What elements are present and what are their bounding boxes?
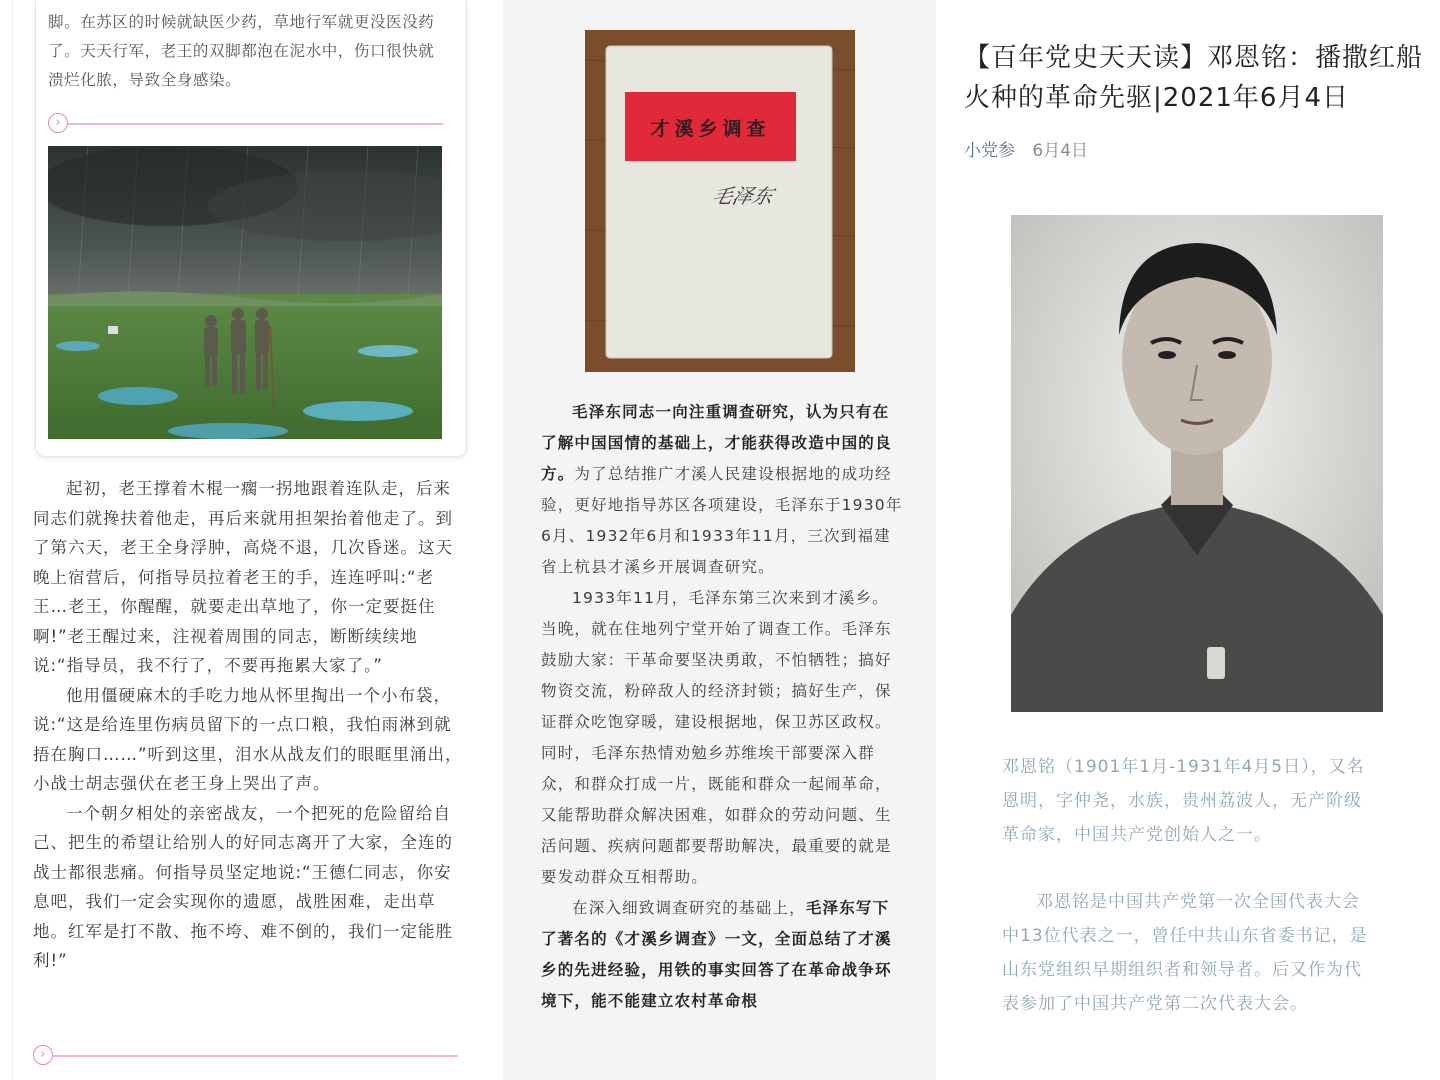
portrait-photo (1011, 215, 1383, 712)
author-link[interactable]: 小党参 (964, 141, 1015, 161)
right-article-panel[interactable] (944, 0, 1440, 1080)
book-photo (585, 30, 855, 372)
article-title: 【百年党史天天读】邓恩铭：播撒红船火种的革命先驱|2021年6月4日 (964, 43, 1424, 113)
section-divider-bottom (33, 1045, 458, 1065)
article-paragraph: 邓恩铭是中国共产党第一次全国代表大会中13位代表之一，曾任中共山东省委书记，是山东党组织早期组织者和领导者。后又作为代表参加了中国共产党第二次代表大会。 (1002, 892, 1368, 1014)
book-signature: 毛泽东 (709, 184, 776, 208)
left-article-panel[interactable] (12, 0, 483, 1080)
article-paragraph: 在深入细致调查研究的基础上，毛泽东写下了著名的《才溪乡调查》一文，全面总结了才溪乡的先进经验，用铁的事实回答了在革命战争环境下，能不能建立农村革命根 (541, 899, 892, 1010)
article-paragraph: 起初，老王撑着木棍一瘸一拐地跟着连队走，后来同志们就搀扶着他走，再后来就用担架抬着他走了。到了第六天，老王全身浮肿，高烧不退，几次昏迷。这天晚上宿营后，何指导员拉着老王的手，连连呼叫:“老王…老王，你醒醒，就要走出草地了，你一定要挺住啊!”老王醒过来，注视着周围的同志，断断续续地说:“指导员，我不行了，不要再拖累大家了。” (33, 479, 453, 675)
section-divider (48, 113, 443, 133)
book-title: 才溪乡调查 (650, 118, 771, 140)
article-paragraph: 毛泽东同志一向注重调查研究，认为只有在了解中国国情的基础上，才能获得改造中国的良方。为了总结推广才溪人民建设根据地的成功经验，更好地指导苏区各项建设，毛泽东于1930年6月、1932年6月和1933年11月，三次到福建省上杭县才溪乡开展调查研究。 (541, 403, 903, 576)
portrait-caption: 邓恩铭（1901年1月-1931年4月5日），又名恩明，字仲尧，水族，贵州荔波人，无产阶级革命家，中国共产党创始人之一。 (1002, 757, 1365, 845)
article-paragraph: 一个朝夕相处的亲密战友，一个把死的危险留给自己、把生的希望让给别人的好同志离开了大家，全连的战士都很悲痛。何指导员坚定地说:“王德仁同志，你安息吧，我们一定会实现你的遗愿，战胜困难，走出草地。红军是打不散、拖不垮、难不倒的，我们一定能胜利!” (33, 803, 453, 970)
middle-article-panel[interactable] (503, 0, 936, 1080)
card-text: 脚。在苏区的时候就缺医少药，草地行军就更没医没药了。天天行军，老王的双脚都泡在泥水中，伤口很快就溃烂化脓，导致全身感染。 (48, 13, 435, 89)
article-body (33, 474, 465, 976)
article-paragraph: 他用僵硬麻木的手吃力地从怀里掏出一个小布袋，说:“这是给连里伤病员留下的一点口粮，我怕雨淋到就捂在胸口……”听到这里，泪水从战友们的眼眶里涌出，小战士胡志强伏在老王身上哭出了声。 (33, 685, 463, 793)
chevron-right-circle-icon: › (33, 1045, 53, 1065)
publish-date: 6月4日 (1032, 141, 1089, 161)
article-card (35, 0, 467, 457)
article-meta (964, 136, 1088, 161)
chevron-right-circle-icon: › (48, 113, 68, 133)
grassland-march-photo (48, 146, 442, 439)
article-paragraph: 1933年11月，毛泽东第三次来到才溪乡。当晚，就在住地列宁堂开始了调查工作。毛泽东鼓励大家：干革命要坚决勇敢，不怕牺牲；搞好物资交流，粉碎敌人的经济封锁；搞好生产，保证群众吃饱穿暖，建设根据地，保卫苏区政权。同时，毛泽东热情劝勉乡苏维埃干部要深入群众，和群众打成一片，既能和群众一起闹革命，又能帮助群众解决困难，如群众的劳动问题、生活问题、疾病问题都要帮助解决，最重要的就是要发动群众互相帮助。 (541, 589, 892, 886)
article-body (541, 397, 903, 1017)
